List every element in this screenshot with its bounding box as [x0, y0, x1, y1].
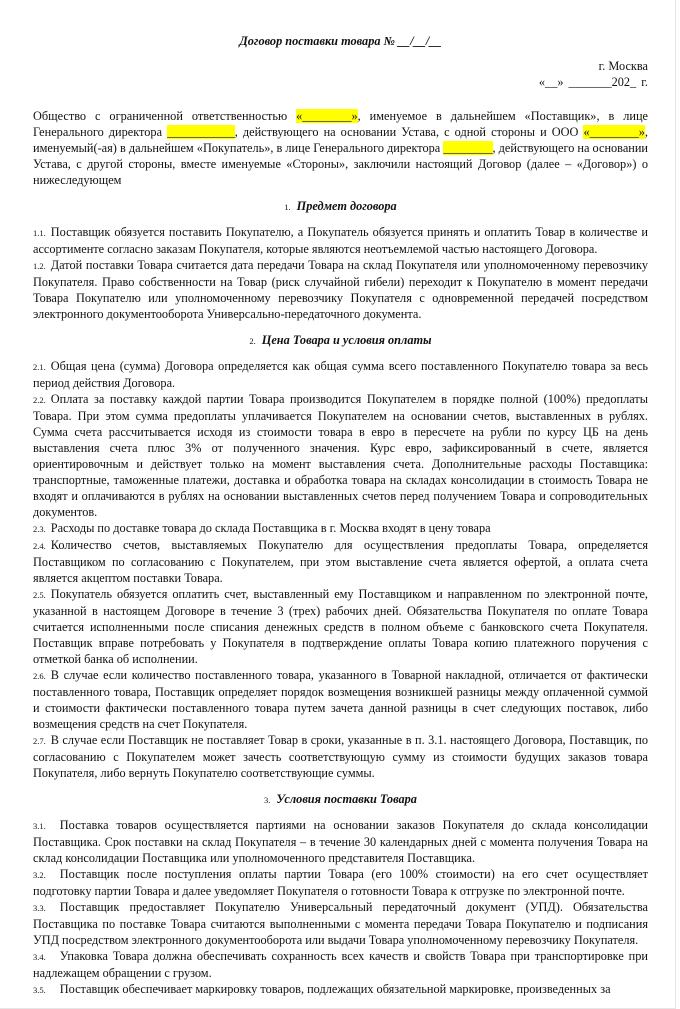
section-title: Условия поставки Товара: [276, 792, 417, 806]
clause-text: Поставщик обязуется поставить Покупателю, а Покупатель обязуется принять и оплатить Товар в количестве и ассортименте согласно заказам Покупателя, которые являются неотъемлемой частью настоящего Договора.: [33, 225, 648, 256]
clause-number: 3.5.: [33, 985, 46, 995]
clause-2-2: [33, 391, 648, 520]
clause-number: 1.1.: [33, 228, 46, 238]
preamble: [33, 108, 648, 188]
clause-text: Общая цена (сумма) Договора определяется как общая сумма всего поставленного Покупателю товара за весь период действия Договора.: [33, 359, 648, 390]
section-heading-1: [33, 198, 648, 215]
clause-text: Покупатель обязуется оплатить счет, выставленный ему Поставщиком и направленном по электронной почте, указанной в настоящем Договоре в течение 3 (трех) рабочих дней. Обязательства Покупателя по оплате Товара считается исполненными после списания денежных средств в полном объеме с банковского счета Покупателя. Поставщик вправе потребовать у Покупателя в подтверждение оплаты Товара копию платежного поручения с отметкой банка об исполнении.: [33, 587, 648, 666]
clause-number: 2.4.: [33, 541, 46, 551]
clause-3-2: [33, 866, 648, 899]
clause-2-6: [33, 667, 648, 732]
clause-2-5: [33, 586, 648, 667]
section-number: 1.: [284, 202, 291, 212]
clause-number: 3.4.: [33, 952, 46, 962]
clause-text: Количество счетов, выставляемых Покупателю для осуществления предоплаты Товара, определяется Поставщиком по согласованию с Покупателем, при этом выставление счета является офертой, а оплата счета является акцептом поставки Товара.: [33, 538, 648, 585]
contract-place: г. Москва: [598, 59, 648, 73]
clause-number: 2.7.: [33, 736, 46, 746]
clause-number: 2.1.: [33, 362, 46, 372]
clause-text: Поставщик обеспечивает маркировку товаров, подлежащих обязательной маркировке, произведенных за: [59, 982, 611, 996]
section-number: 3.: [264, 795, 271, 805]
clause-3-5: [33, 981, 648, 998]
clause-2-3: [33, 520, 648, 537]
clause-text: Поставщик предоставляет Покупателю Универсальный передаточный документ (УПД). Обязательства Поставщика по поставке Товара считаются выполненными с момента передачи Товара Покупателю и подписания УПД посредством электронного документооборота или выдачи Товара уполномоченному перевозчику Покупателя.: [33, 900, 648, 947]
section-heading-2: [33, 332, 648, 349]
clause-number: 2.6.: [33, 671, 46, 681]
preamble-text: Общество с ограниченной ответственностью: [33, 109, 297, 123]
clause-number: 2.5.: [33, 590, 46, 600]
clause-text: Упаковка Товара должна обеспечивать сохранность всех качеств и свойств Товара при транспортировке при надлежащем обращении с грузом.: [33, 949, 648, 980]
blank-buyer-name[interactable]: «________»: [583, 125, 645, 139]
clause-2-7: [33, 732, 648, 781]
preamble-text: , действующего на основании Устава, с одной стороны и ООО: [234, 125, 584, 139]
blank-buyer-director[interactable]: ________: [443, 141, 493, 155]
document-body: [33, 33, 648, 998]
clause-number: 2.2.: [33, 395, 46, 405]
clause-number: 2.3.: [33, 524, 46, 534]
clause-text: Расходы по доставке товара до склада Поставщика в г. Москва входят в цену товара: [50, 521, 491, 535]
preamble-text: , именуемый(-ая) в дальнейшем «Покупатель», в лице Генерального директора: [33, 125, 648, 155]
section-number: 2.: [249, 336, 256, 346]
contract-date: «__» _______202_ г.: [538, 75, 648, 89]
clause-text: В случае если Поставщик не поставляет Товар в сроки, указанные в п. 3.1. настоящего Договора, Поставщик, по согласованию с Покупателем может зачесть соответствующую сумму из стоимости будущих заказов товара Покупателя, либо вернуть Покупателю соответствующие суммы.: [33, 733, 648, 780]
blank-supplier-name[interactable]: «________»: [296, 109, 358, 123]
document-title: Договор поставки товара № __/__/__: [239, 34, 442, 48]
blank-supplier-director[interactable]: ___________: [167, 125, 235, 139]
clause-1-1: [33, 224, 648, 257]
clause-text: Поставка товаров осуществляется партиями на основании заказов Покупателя до склада консолидации Поставщика. Срок поставки на склад Покупателя – в течение 30 календарных дней с момента получения Товара на склад консолидации Поставщика или уполномоченного представителя Поставщика.: [33, 818, 648, 865]
clause-text: В случае если количество поставленного товара, указанного в Товарной накладной, отличается от фактически поставленного товара, Поставщик определяет порядок возмещения возникшей разницы между оплаченной суммой и стоимости фактически поставленного товара путем зачета данной разницы в счет следующих поставок, либо возмещения средств на счет Покупателя.: [33, 668, 648, 731]
clause-number: 3.3.: [33, 903, 46, 913]
clause-text: Поставщик после поступления оплаты партии Товара (его 100% стоимости) на его счет осуществляет подготовку партии Товара и далее уведомляет Покупателя о готовности Товара к отгрузке по электронной почте.: [33, 867, 648, 898]
preamble-text: , действующего на основании Устава, с другой стороны, вместе именуемые «Стороны», заключили настоящий Договор (далее – «Договор») о нижеследующем: [33, 141, 649, 187]
clause-1-2: [33, 257, 648, 322]
clause-3-4: [33, 948, 648, 981]
clause-number: 3.2.: [33, 870, 46, 880]
section-heading-3: [33, 791, 648, 808]
clause-2-4: [33, 537, 648, 586]
clause-text: Датой поставки Товара считается дата передачи Товара на склад Покупателя или уполномоченному перевозчику Покупателя. Право собственности на Товар (риск случайной гибели) переходит к Покупателю в момент передачи Товара Покупателю или уполномоченному перевозчику Покупателя с одновременной передачей посредством электронного документооборота Универсально-передаточного документа.: [33, 258, 648, 321]
clause-number: 3.1.: [33, 821, 46, 831]
preamble-text: , именуемое в дальнейшем «Поставщик», в лице Генерального директора: [33, 109, 648, 139]
clause-2-1: [33, 358, 648, 391]
clause-text: Оплата за поставку каждой партии Товара производится Покупателем в порядке полной (100%) предоплаты Товара. При этом сумма предоплаты уплачивается Покупателем на основании счетов, выставленных в рублях. Сумма счета рассчитывается исходя из стоимости товара в евро в пересчете на рубли по курсу ЦБ на день выставления счета плюс 3% от полученного значения. Курс евро, зафиксированный в счете, является ориентировочным и действует только на момент выставления счета. Дополнительные расходы Поставщика: транспортные, таможенные платежи, доставка и обработка товара на складах консолидации в стоимость Товара не входят и оплачиваются в рублях на основании выставленных счетов перед получением Товара и сопроводительных документов.: [33, 392, 648, 519]
section-title: Предмет договора: [296, 199, 397, 213]
clause-3-3: [33, 899, 648, 948]
clause-3-1: [33, 817, 648, 866]
section-title: Цена Товара и условия оплаты: [261, 333, 432, 347]
clause-number: 1.2.: [33, 261, 46, 271]
